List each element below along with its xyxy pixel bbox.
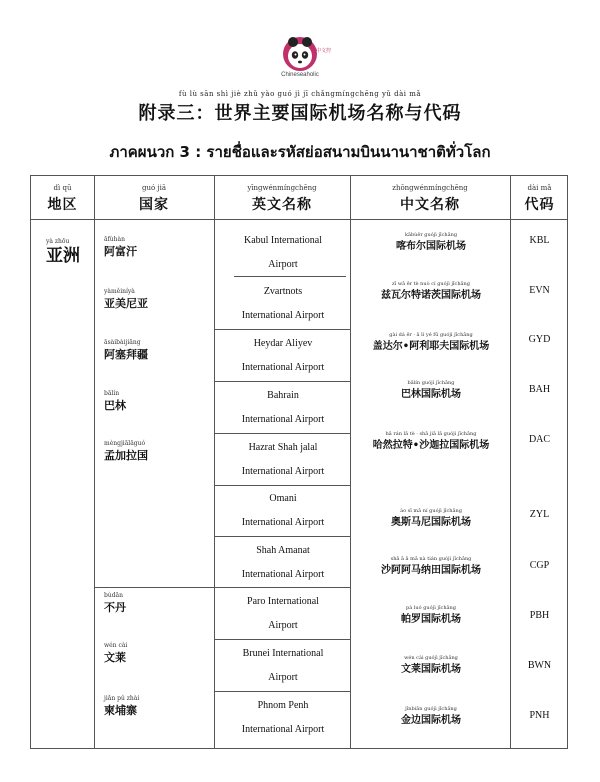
chinese-name: kābùěr guójì jīchǎng 喀布尔国际机场 <box>396 232 466 252</box>
airport-code: PNH <box>529 710 550 721</box>
english-name: Shah Amanat International Airport <box>241 545 325 580</box>
row-divider <box>95 587 350 588</box>
logo-caption: Chineseaholic <box>281 72 319 78</box>
header-english-name: yīngwénmíngchēng 英文名称 <box>247 184 317 213</box>
col-divider <box>94 176 95 748</box>
country-cell: yàměiníyà 亚美尼亚 <box>104 288 148 310</box>
row-divider <box>215 433 350 434</box>
country-cell: bālín 巴林 <box>104 390 126 412</box>
chinese-name: shā ā ā mǎ nà tián guójì jīchǎng 沙阿阿马纳田国际机场 <box>381 556 481 576</box>
english-name: Brunei International Airport <box>242 648 324 683</box>
english-name: Zvartnots International Airport <box>241 286 325 321</box>
row-divider <box>215 329 350 330</box>
country-cell: mèngjiālāguó 孟加拉国 <box>104 440 148 462</box>
row-divider <box>234 276 346 277</box>
airport-code: GYD <box>528 334 551 345</box>
country-cell: āfùhàn 阿富汗 <box>104 236 137 258</box>
country-cell: bùdān 不丹 <box>104 592 126 614</box>
header-region: dì qū 地区 <box>47 184 78 213</box>
english-name: Phnom Penh International Airport <box>241 700 325 735</box>
chinese-name: bālín guójì jīchǎng 巴林国际机场 <box>401 380 461 400</box>
english-name: Omani International Airport <box>241 493 325 528</box>
chinese-name: gài dá ěr · ā lì yé fū guójì jīchǎng 盖达尔•阿利耶夫国际机场 <box>372 332 490 352</box>
chinese-name: zī wǎ ěr tè nuò cí guójì jīchǎng 兹瓦尔特诺茨国际机场 <box>381 281 481 301</box>
country-cell: wén cài 文莱 <box>104 642 128 664</box>
airport-table <box>30 175 568 749</box>
chinese-name: pà luó guójì jīchǎng 帕罗国际机场 <box>401 605 461 625</box>
header-chinese-name: zhōngwénmíngchēng 中文名称 <box>392 184 468 213</box>
row-divider <box>215 485 350 486</box>
row-divider <box>215 381 350 382</box>
chinese-name: wén cài guójì jīchǎng 文莱国际机场 <box>401 655 461 675</box>
airport-code: EVN <box>529 285 550 296</box>
header-divider <box>31 219 567 220</box>
chinese-name: hā rán lā tè · shā jiā lā guójì jīchǎng 哈然拉特•沙迦拉国际机场 <box>372 431 490 451</box>
row-divider <box>215 691 350 692</box>
country-cell: jiǎn pǔ zhài 柬埔寨 <box>104 695 140 717</box>
logo-badge: 中文控 <box>316 48 332 54</box>
english-name: Heydar Aliyev International Airport <box>241 338 325 373</box>
english-name: Hazrat Shah jalal International Airport <box>241 442 325 477</box>
airport-code: BAH <box>528 384 551 395</box>
header-code: dài mǎ 代码 <box>524 184 555 213</box>
chinese-name: jīnbiān guójì jīchǎng 金边国际机场 <box>401 706 461 726</box>
row-divider <box>215 536 350 537</box>
english-name: Bahrain International Airport <box>241 390 325 425</box>
chinese-name: ào sī mǎ ní guójì jīchǎng 奥斯马尼国际机场 <box>391 508 471 528</box>
english-name: Kabul International Airport <box>243 235 323 270</box>
title-pinyin: fù lù sān shì jiè zhǔ yào guó jì jī chǎngmíngchēng yǔ dài mǎ <box>178 90 422 98</box>
page-subtitle-thai: ภาคผนวก 3 : รายชื่อและรหัสย่อสนามบินนานาชาติทั่วโลก <box>109 143 491 161</box>
airport-code: BWN <box>527 660 552 671</box>
country-cell: āsàibàijiāng 阿塞拜疆 <box>104 339 148 361</box>
airport-code: CGP <box>529 560 550 571</box>
row-divider <box>215 639 350 640</box>
page-title: 附录三：世界主要国际机场名称与代码 <box>138 103 462 124</box>
airport-code: ZYL <box>529 509 550 520</box>
english-name: Paro International Airport <box>247 596 319 631</box>
airport-code: PBH <box>529 610 550 621</box>
airport-code: DAC <box>528 434 551 445</box>
region-cell: yà zhōu 亚洲 <box>46 238 80 266</box>
airport-code: KBL <box>529 235 550 246</box>
header-country: guó jiā 国家 <box>139 184 169 213</box>
